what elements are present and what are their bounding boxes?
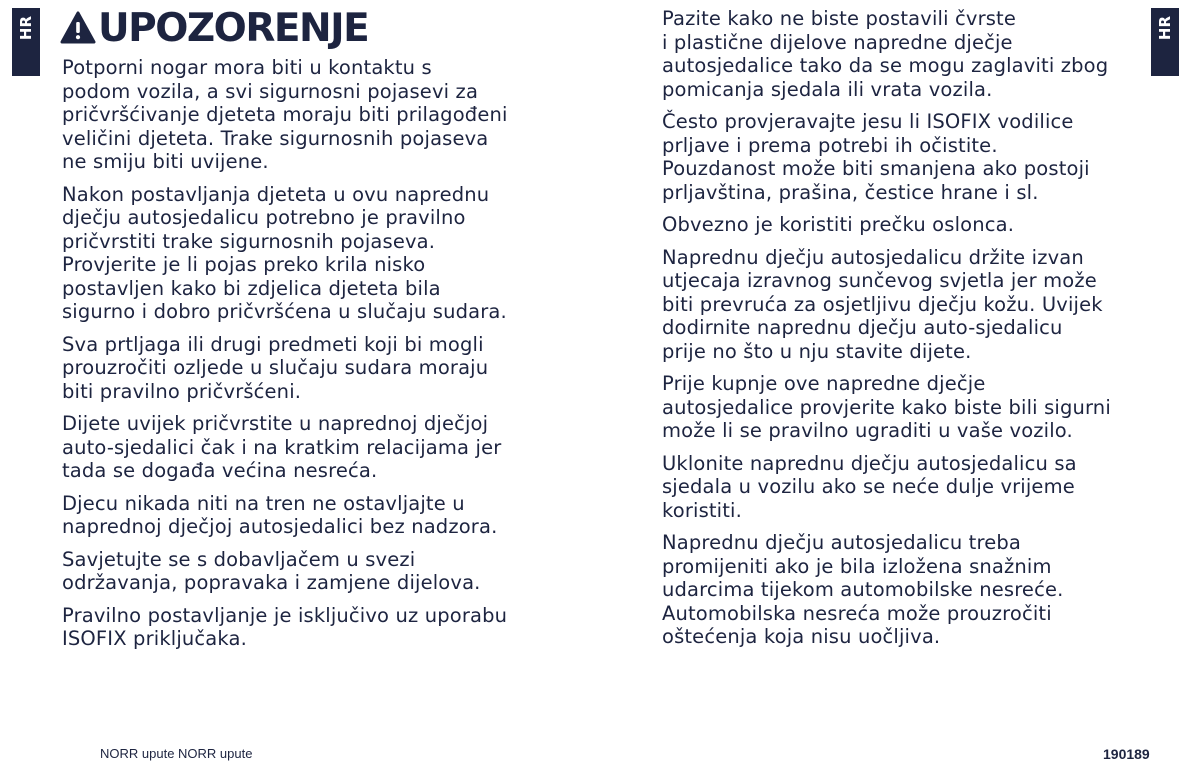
paragraph: Savjetujte se s dobavljačem u svezi održavanja, popravaka i zamjene dijelova. [62, 547, 481, 594]
paragraph: Naprednu dječju autosjedalicu držite izvan utjecaja izravnog sunčevog svjetla jer može biti prevruća za osjetljivu dječju kožu. Uvijek dodirnite naprednu dječju auto-sjedalicu prije no što u nju stavite dijete. [662, 245, 1103, 363]
paragraph: Sva prtljaga ili drugi predmeti koji bi mogli prouzročiti ozljede u slučaju sudara moraju biti pravilno pričvršćeni. [62, 332, 489, 403]
heading-title: UPOZORENJE [98, 5, 369, 51]
language-tab-left [12, 8, 40, 76]
paragraph: Pazite kako ne biste postavili čvrste i plastične dijelove napredne dječje autosjedalice tako da se mogu zaglaviti zbog pomicanja sjedala ili vrata vozila. [662, 7, 1109, 101]
footer-manual-name: NORR upute NORR upute [100, 746, 253, 761]
footer-page-code: 190189 [1103, 746, 1150, 762]
language-tab-right-label: HR [1155, 16, 1174, 41]
paragraph: Potporni nogar mora biti u kontaktu s podom vozila, a svi sigurnosni pojasevi za pričvršćivanje djeteta moraju biti prilagođeni veličini djeteta. Trake sigurnosnih pojaseva ne smiju biti uvijene. [62, 56, 508, 173]
warning-heading [60, 6, 368, 50]
left-column [62, 56, 532, 660]
paragraph: Obvezno je koristiti prečku oslonca. [662, 213, 1015, 236]
paragraph: Dijete uvijek pričvrstite u naprednoj dječjoj auto-sjedalici čak i na kratkim relacijama jer tada se događa većina nesreća. [62, 412, 502, 482]
paragraph: Prije kupnje ove napredne dječje autosjedalice provjerite kako biste bili sigurni može li se pravilno ugraditi u vaše vozilo. [662, 372, 1111, 442]
paragraph: Uklonite naprednu dječju autosjedalicu sa sjedala u vozilu ako se neće dulje vrijeme koristiti. [662, 451, 1077, 522]
paragraph: Pravilno postavljanje je isključivo uz uporabu ISOFIX priključaka. [62, 603, 508, 650]
paragraph: Nakon postavljanja djeteta u ovu naprednu dječju autosjedalicu potrebno je pravilno pričvrstiti trake sigurnosnih pojaseva. Provjerite je li pojas preko krila nisko postavljen kako bi zdjelica djeteta bila sigurno i dobro pričvršćena u slučaju sudara. [62, 182, 507, 323]
paragraph: Djecu nikada niti na tren ne ostavljajte u naprednoj dječjoj autosjedalici bez nadzora. [62, 491, 498, 538]
right-column [662, 7, 1142, 658]
warning-triangle-icon [60, 11, 96, 45]
paragraph: Često provjeravajte jesu li ISOFIX vodilice prljave i prema potrebi ih očistite. Pouzdanost može biti smanjena ako postoji prljavština, prašina, čestice hrane i sl. [662, 110, 1090, 204]
paragraph: Naprednu dječju autosjedalicu treba promijeniti ako je bila izložena snažnim udarcima tijekom automobilske nesreće. Automobilska nesreća može prouzročiti oštećenja koja nisu uočljiva. [662, 531, 1064, 648]
language-tab-right [1151, 8, 1179, 76]
language-tab-left-label: HR [16, 16, 35, 41]
